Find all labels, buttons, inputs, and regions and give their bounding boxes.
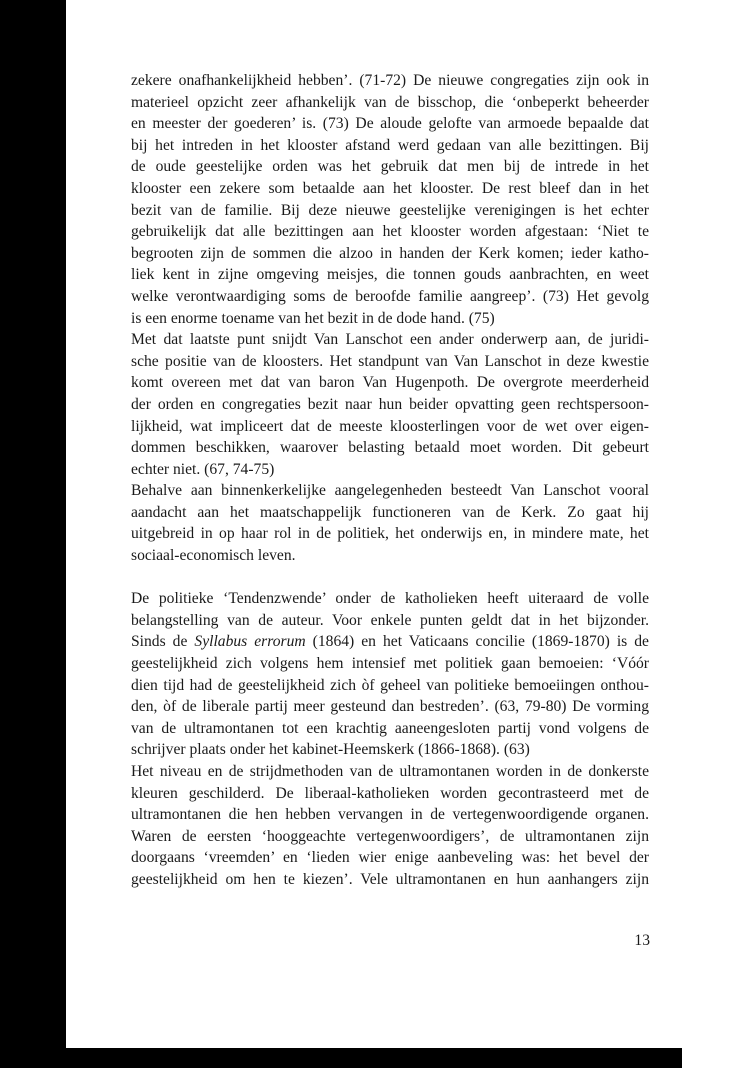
text-fragment: Sinds de xyxy=(131,633,195,651)
text-line: van de ultramontanen tot een krachtig aaneengesloten partij vond volgens de xyxy=(131,719,649,737)
text-line: Met dat laatste punt snijdt Van Lanschot een ander onderwerp aan, de juridi- xyxy=(131,331,649,349)
text-line: Waren de eersten ‘hooggeachte vertegenwoordigers’, de ultramontanen zijn xyxy=(131,827,649,845)
paragraph-1 xyxy=(131,70,649,329)
text-line: Behalve aan binnenkerkelijke aangelegenheden besteedt Van Lanschot vooral xyxy=(131,482,649,500)
text-line: gebruikelijk dat alle bezittingen aan het klooster worden afgestaan: ‘Niet te xyxy=(131,223,649,241)
text-line: sociaal-economisch leven. xyxy=(131,547,296,565)
text-line: lijkheid, wat impliceert dat de meeste kloosterlingen voor de wet over eigen- xyxy=(131,417,649,435)
text-line: materieel opzicht zeer afhankelijk van de bisschop, die ‘onbeperkt beheerder xyxy=(131,93,649,111)
paragraph-5 xyxy=(131,761,649,891)
text-line: dien tijd had de geestelijkheid zich òf geheel van politieke bemoeiingen onthou- xyxy=(131,676,649,694)
text-line: schrijver plaats onder het kabinet-Heemskerk (1866-1868). (63) xyxy=(131,741,530,759)
text-line: doorgaans ‘vreemden’ en ‘lieden wier enige aanbeveling was: het bevel der xyxy=(131,849,649,867)
text-line: is een enorme toename van het bezit in de dode hand. (75) xyxy=(131,309,495,327)
italic-title: Syllabus errorum xyxy=(194,633,306,651)
text-line: geestelijkheid om hen te kiezen’. Vele ultramontanen en hun aanhangers zijn xyxy=(131,870,649,888)
text-line: liek kent in zijne omgeving meisjes, die tonnen gouds aanbrachten, en weet xyxy=(131,266,649,284)
paragraph-gap xyxy=(131,567,649,589)
text-line: Het niveau en de strijdmethoden van de ultramontanen worden in de donkerste xyxy=(131,763,649,780)
paragraph-4 xyxy=(131,588,649,761)
text-line: klooster een zekere som betaalde aan het klooster. De rest bleef dan in het xyxy=(131,179,649,197)
scan-bottom-edge-shadow xyxy=(0,1048,682,1068)
body-text xyxy=(131,70,649,891)
text-line: dommen beschikken, waarover belasting betaald moet worden. Dit gebeurt xyxy=(131,439,649,457)
text-fragment: (1864) en het Vaticaans concilie (1869-1870) is de xyxy=(305,633,649,651)
text-line: komt overeen met dat van baron Van Hugenpoth. De overgrote meerderheid xyxy=(131,374,649,392)
text-line-syllabus xyxy=(131,631,649,653)
paragraph-2 xyxy=(131,329,649,480)
text-line: begrooten zijn de sommen die alzoo in handen der Kerk komen; ieder katho- xyxy=(131,244,649,262)
text-line: de oude geestelijke orden was het gebruik dat men bij de intrede in het xyxy=(131,158,649,176)
text-line: der orden en congregaties bezit naar hun beider opvatting geen rechtspersoon- xyxy=(131,395,649,413)
text-line: bij het intreden in het klooster afstand werd gedaan van alle bezittingen. Bij xyxy=(131,136,649,154)
text-line: De politieke ‘Tendenzwende’ onder de katholieken heeft uiteraard de volle xyxy=(131,590,649,608)
text-line: den, òf de liberale partij meer gesteund dan bestreden’. (63, 79-80) De vorming xyxy=(131,698,649,716)
text-line: aandacht aan het maatschappelijk functioneren van de Kerk. Zo gaat hij xyxy=(131,503,649,521)
paragraph-3 xyxy=(131,480,649,566)
text-line: kleuren geschilderd. De liberaal-katholieken worden gecontrasteerd met de xyxy=(131,784,649,802)
text-line: zekere onafhankelijkheid hebben’. (71-72) De nieuwe congregaties zijn ook in xyxy=(131,72,649,89)
text-line: uitgebreid in op haar rol in de politiek, het onderwijs en, in mindere mate, het xyxy=(131,525,649,543)
text-line: sche positie van de kloosters. Het standpunt van Van Lanschot in deze kwestie xyxy=(131,352,649,370)
text-line: welke verontwaardiging soms de beroofde familie aangreep’. (73) Het gevolg xyxy=(131,287,649,305)
page-number: 13 xyxy=(634,932,650,949)
text-line: belangstelling van de auteur. Voor enkele punten geldt dat in het bijzonder. xyxy=(131,611,649,629)
text-line: echter niet. (67, 74-75) xyxy=(131,460,275,478)
text-line: geestelijkheid zich volgens hem intensief met politiek gaan bemoeien: ‘Vóór xyxy=(131,655,649,673)
scan-left-edge-shadow xyxy=(0,0,66,1068)
text-line: bezit van de familie. Bij deze nieuwe geestelijke verenigingen is het echter xyxy=(131,201,649,219)
text-line: en meester der goederen’ is. (73) De aloude gelofte van armoede bepaalde dat xyxy=(131,115,649,133)
text-line: ultramontanen die hen hebben vervangen in de vertegenwoordigende organen. xyxy=(131,806,649,824)
